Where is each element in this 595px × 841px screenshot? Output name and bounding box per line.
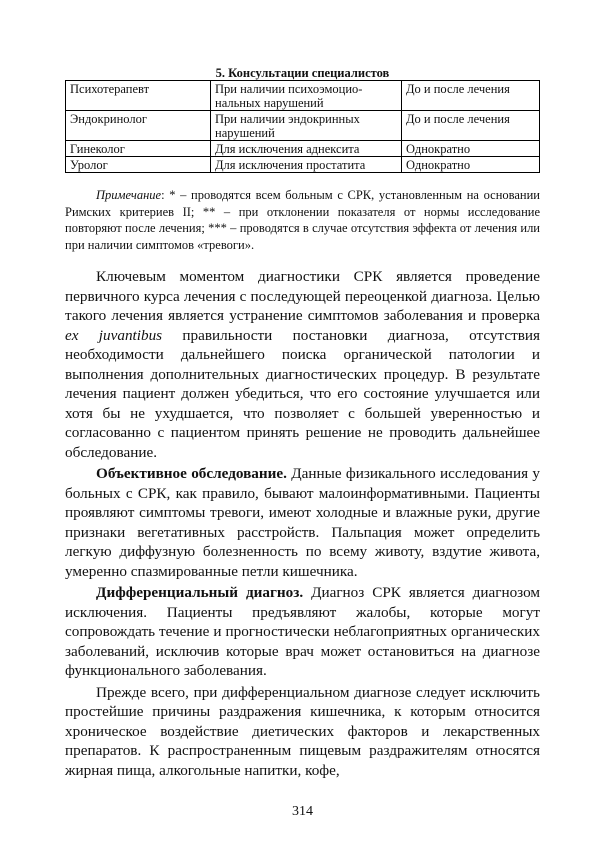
table-cell-timing: Однократно [402, 141, 540, 157]
table-row [66, 141, 540, 157]
paragraph [65, 583, 540, 681]
table-cell-timing: До и после лечения [402, 81, 540, 111]
note-text: : * – проводятся всем больным с СРК, установленным на основании Римских критериев II; ** – при отклонении показателя от нормы исследование повторяют после лечения; *** – проводятся в случае отсутствия эффекта от лечения или при наличии симптомов «тревоги». [65, 188, 540, 252]
paragraph-text: Данные физикального исследования у больных с СРК, как правило, бывают малоинформативными. Пациенты проявляют симптомы тревоги, имеют холодные и влажные руки, другие признаки вегетативных расстройств. Пальпация может определить легкую диффузную болезненность по всему животу, вздутие живота, умеренно спазмированные петли кишечника. [65, 465, 540, 580]
section-heading: Дифференциальный диагноз. [96, 584, 304, 601]
table-cell-timing: До и после лечения [402, 111, 540, 141]
table-cell-condition: Для исключения простатита [211, 157, 402, 173]
specialist-consultations-table [65, 80, 540, 173]
table-row [66, 81, 540, 111]
table-cell-specialist: Эндокринолог [66, 111, 211, 141]
table-cell-condition: При наличии психоэмоцио-нальных нарушений [211, 81, 402, 111]
paragraph [65, 267, 540, 462]
table-title: 5. Консультации специалистов [215, 66, 390, 80]
page-number: 314 [292, 804, 313, 819]
table-cell-timing: Однократно [402, 157, 540, 173]
paragraph-text: Прежде всего, при дифференциальном диагнозе следует исключить простейшие причины раздражения кишечника, к которым относится хроническое воздействие диетических факторов и лекарственных препаратов. К распространенным пищевым раздражителям относятся жирная пища, алкогольные напитки, кофе, [65, 683, 540, 779]
note-label: Примечание [96, 188, 162, 202]
table-row [66, 111, 540, 141]
paragraph [65, 464, 540, 581]
table-cell-specialist: Психотерапевт [66, 81, 211, 111]
section-heading: Объективное обследование. [96, 465, 287, 482]
paragraph-text: Диагноз СРК является диагнозом исключения. Пациенты предъявляют жалобы, которые могут сопровождать течение и прогностически неблагоприятных органических заболеваний, исключив которые врач может остановиться на диагнозе функционального заболевания. [65, 584, 540, 679]
body-text [65, 267, 540, 780]
table-cell-condition: При наличии эндокринных нарушений [211, 111, 402, 141]
table-row [66, 157, 540, 173]
table-cell-specialist: Уролог [66, 157, 211, 173]
paragraph [65, 683, 540, 781]
paragraph-text: Ключевым моментом диагностики СРК является проведение первичного курса лечения с последующей переоценкой диагноза. Целью такого лечения является устранение симптомов заболевания и проверка [65, 268, 540, 324]
paragraph-text: правильности постановки диагноза, отсутствия необходимости дальнейшего поиска органической патологии и выполнения дополнительных диагностических процедур. В результате лечения пациент должен убедиться, что его состояние улучшается или хотя бы не ухудшается, что позволяет с большей уверенностью и согласованно с пациентом принять решение не проводить дальнейшее обследование. [65, 326, 540, 461]
table-note [65, 187, 540, 253]
table-cell-condition: Для исключения аднексита [211, 141, 402, 157]
latin-term: ex juvantibus [65, 326, 163, 344]
table-cell-specialist: Гинеколог [66, 141, 211, 157]
